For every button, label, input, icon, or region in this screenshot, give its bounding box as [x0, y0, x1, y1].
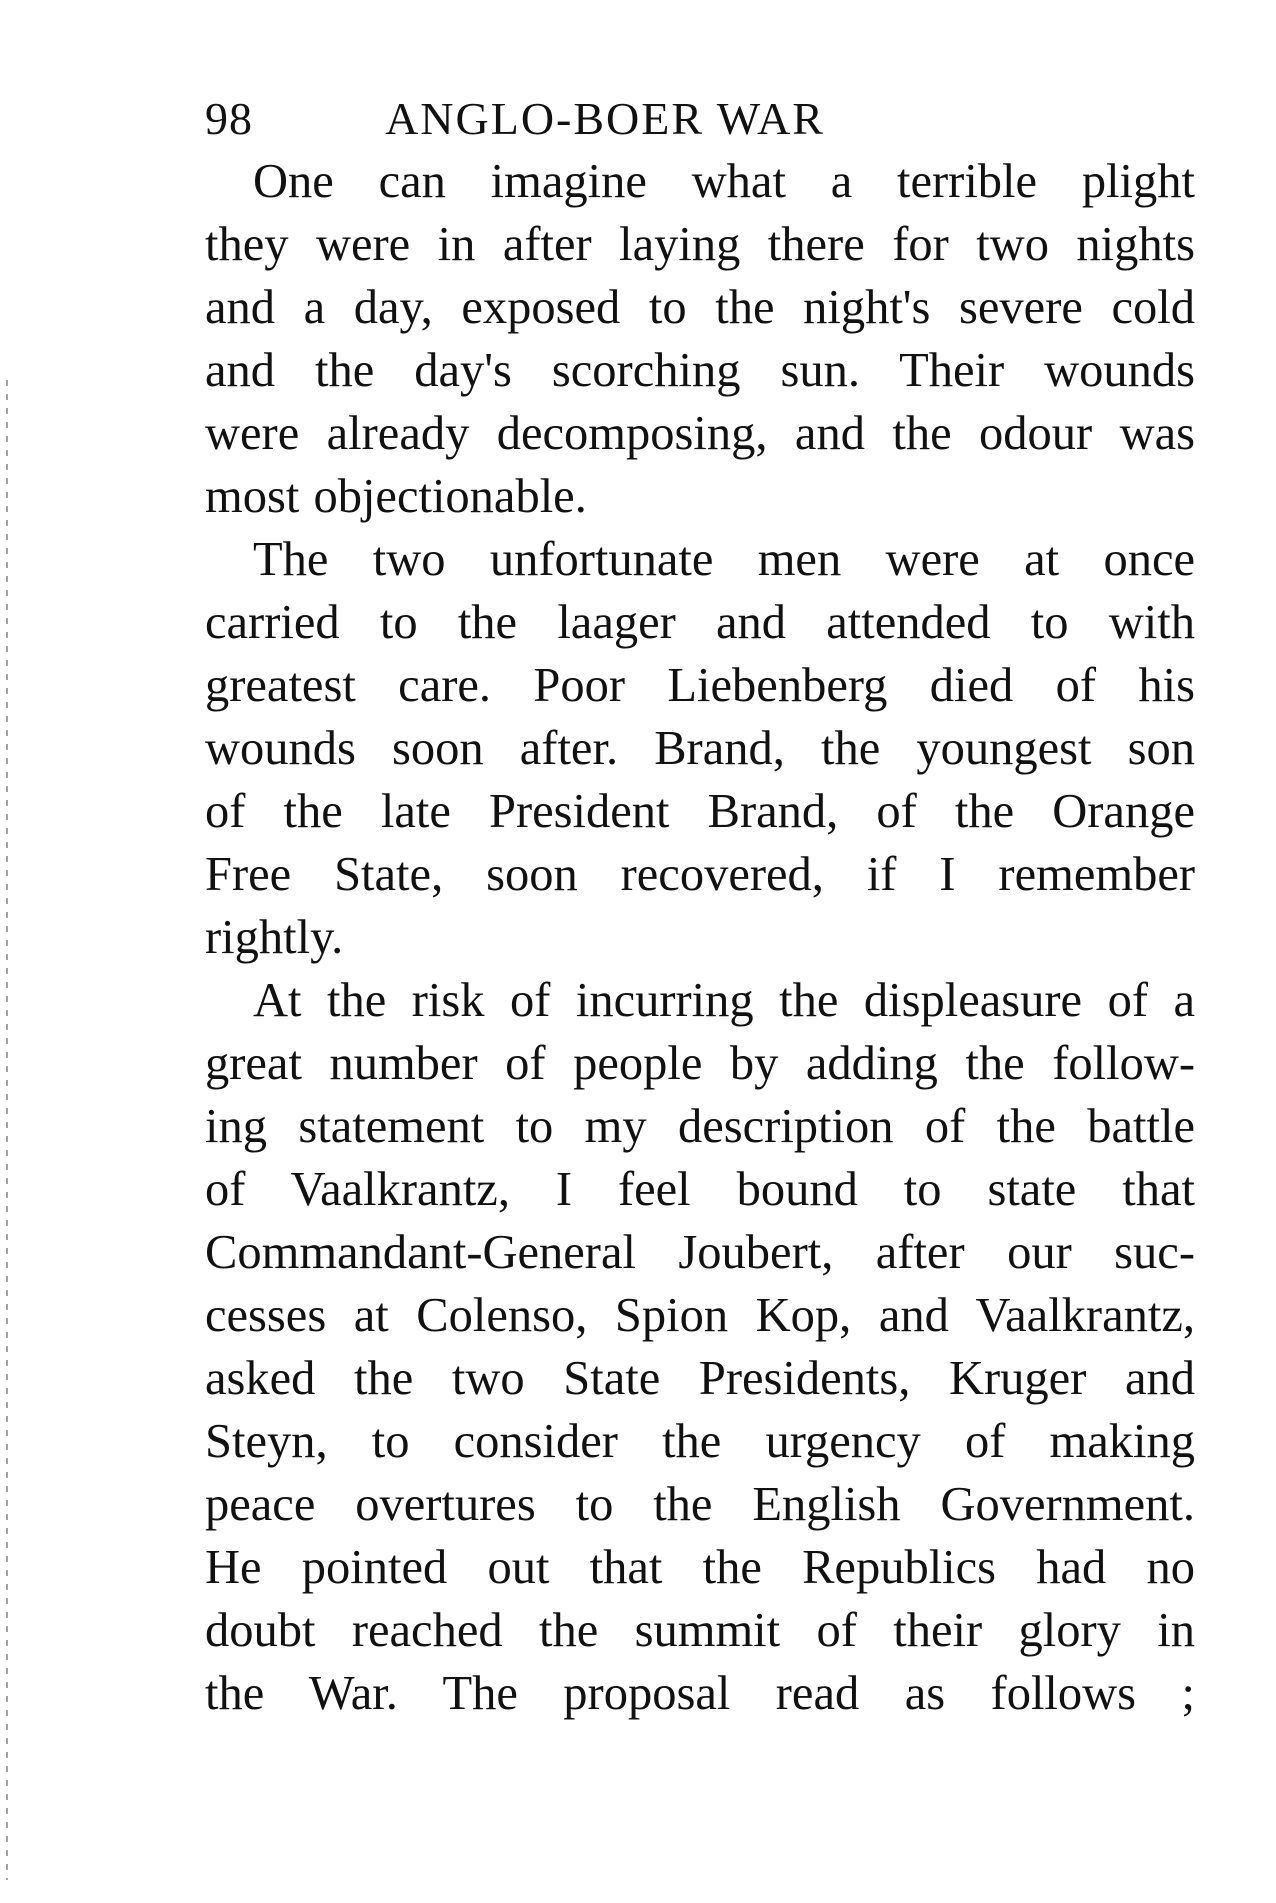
- text-line: peace overtures to the English Government.: [205, 1478, 1195, 1531]
- running-head: [205, 88, 1205, 150]
- text-line: Steyn, to consider the urgency of making: [205, 1415, 1195, 1468]
- text-line: were already decomposing, and the odour was: [205, 407, 1195, 460]
- text-line: One can imagine what a terrible plight: [253, 155, 1195, 208]
- text-line: cesses at Colenso, Spion Kop, and Vaalkrantz,: [205, 1289, 1195, 1342]
- text-line: greatest care. Poor Liebenberg died of his: [205, 659, 1195, 712]
- text-line: of the late President Brand, of the Orange: [205, 785, 1195, 838]
- text-line: doubt reached the summit of their glory in: [205, 1604, 1195, 1657]
- text-line: wounds soon after. Brand, the youngest son: [205, 722, 1195, 775]
- text-line: rightly.: [205, 911, 344, 964]
- running-title: ANGLO-BOER WAR: [385, 93, 825, 144]
- text-line: The two unfortunate men were at once: [253, 533, 1195, 586]
- page-number: 98: [205, 93, 253, 144]
- text-line: they were in after laying there for two nights: [205, 218, 1195, 271]
- text-line: ing statement to my description of the battle: [205, 1100, 1195, 1153]
- paragraph-1: [205, 150, 1195, 528]
- text-line: of Vaalkrantz, I feel bound to state that: [205, 1163, 1195, 1216]
- text-line: the War. The proposal read as follows ;: [205, 1667, 1195, 1720]
- text-line: He pointed out that the Republics had no: [205, 1541, 1195, 1594]
- paragraph-3: [205, 969, 1195, 1725]
- text-line: and a day, exposed to the night's severe cold: [205, 281, 1195, 334]
- text-line: great number of people by adding the follow-: [205, 1037, 1195, 1090]
- text-line: asked the two State Presidents, Kruger and: [205, 1352, 1195, 1405]
- text-line: At the risk of incurring the displeasure of a: [253, 974, 1195, 1027]
- text-line: most objectionable.: [205, 470, 587, 523]
- text-line: carried to the laager and attended to with: [205, 596, 1195, 649]
- paragraph-2: [205, 528, 1195, 969]
- body-text: [205, 150, 1195, 1725]
- text-line: Free State, soon recovered, if I remember: [205, 848, 1195, 901]
- text-line: Commandant-General Joubert, after our suc-: [205, 1226, 1195, 1279]
- page-binding-edge: [6, 380, 8, 1880]
- book-page: [205, 88, 1205, 1725]
- text-line: and the day's scorching sun. Their wounds: [205, 344, 1195, 397]
